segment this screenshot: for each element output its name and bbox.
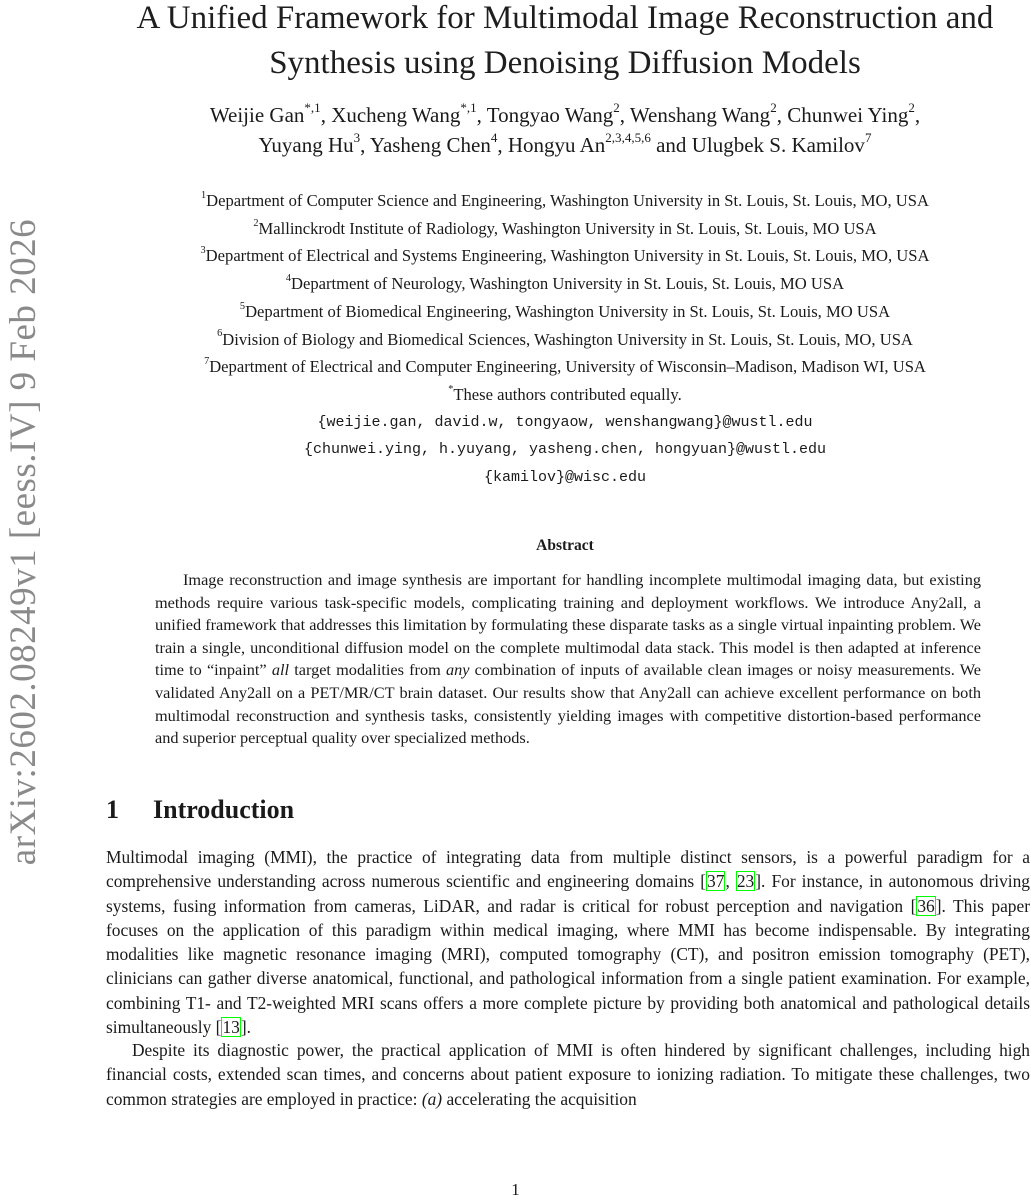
arxiv-identifier-stamp: arXiv:2602.08249v1 [eess.IV] 9 Feb 2026 — [3, 218, 44, 866]
affiliation: $^3$Department of Electrical and Systems Engineering, Washington University in St. Louis, St. Louis, MO, USA — [200, 245, 930, 266]
author: Xucheng Wang$^{*,1}$, — [331, 100, 487, 127]
section-title: Introduction — [153, 795, 295, 824]
author: Wenshang Wang$^2$, — [629, 100, 788, 127]
affiliation: $^4$Department of Neurology, Washington University in St. Louis, St. Louis, MO USA — [285, 273, 845, 294]
page-number: 1 — [511, 1180, 520, 1199]
author: Chunwei Ying$^2$, — [787, 100, 921, 127]
affiliation: $^7$Department of Electrical and Computer Engineering, University of Wisconsin–Madison, Madison WI, USA — [204, 356, 926, 377]
author-line-2 — [100, 130, 1030, 160]
title-line-2: Synthesis using Denoising Diffusion Models — [269, 45, 861, 81]
affiliation: $^6$Division of Biology and Biomedical Sciences, Washington University in St. Louis, St. Louis, MO, USA — [217, 328, 913, 349]
title-line-1: A Unified Framework for Multimodal Image Reconstruction and — [136, 0, 994, 36]
affiliation: $^2$Mallinckrodt Institute of Radiology, Washington University in St. Louis, St. Louis, MO USA — [253, 217, 877, 238]
affiliations — [100, 187, 1030, 492]
paper-title — [100, 0, 1030, 86]
citation-link-37[interactable]: 37 — [707, 871, 725, 892]
abstract-text: Image reconstruction and image synthesis are important for handling incomplete multimodal imaging data, but existing methods require various task-specific models, complicating training and deployment workflows. We introduce Any2all, a unified framework that addresses this limitation by formulating these disparate tasks as a single virtual inpainting problem. We train a single, unconditional diffusion model on the complete multimodal data stack. This model is then adapted at inference time to “inpaint” all target modalities from any combination of inputs of available clean images or noisy measurements. We validated Any2all on a PET/MR/CT brain dataset. Our results show that Any2all can achieve excellent performance on both multimodal reconstruction and synthesis tasks, consistently yielding images with competitive distortion-based performance and superior perceptual quality over specialized methods. — [155, 570, 982, 748]
section-heading-introduction — [106, 795, 294, 825]
email-line: {weijie.gan, david.w, tongyaow, wenshangwang}@wustl.edu — [317, 413, 813, 431]
author-list — [100, 100, 1030, 160]
author: Yasheng Chen$^4$, — [369, 130, 508, 157]
equal-contribution-note: *These authors contributed equally. — [448, 383, 682, 404]
author: Ulugbek S. Kamilov$^7$ — [691, 130, 872, 157]
affiliation: $^5$Department of Biomedical Engineering, Washington University in St. Louis, St. Louis, MO USA — [239, 300, 891, 321]
author: Tongyao Wang$^2$, — [486, 100, 630, 127]
intro-paragraph-1: Multimodal imaging (MMI), the practice of integrating data from multiple distinct sensors, is a powerful paradigm for a comprehensive understanding across numerous scientific and engineering domains [37, 23]. For instance, in autonomous driving systems, fusing information from cameras, LiDAR, and radar is critical for robust perception and navigation [36]. This paper focuses on the application of this paradigm within medical imaging, where MMI has become indispensable. By integrating modalities like magnetic resonance imaging (MRI), computed tomography (CT), and positron emission tomography (PET), clinicians can gather diverse anatomical, functional, and pathological information from a single patient examination. For example, combining T1- and T2-weighted MRI scans offers a more complete picture by providing both anatomical and pathological details simultaneously [13]. — [106, 847, 1030, 1038]
email-line: {chunwei.ying, h.yuyang, yasheng.chen, hongyuan}@wustl.edu — [303, 441, 827, 459]
author: Hongyu An$^{2,3,4,5,6}$ and — [507, 130, 692, 157]
author-line-1 — [100, 100, 1030, 130]
author: Weijie Gan$^{*,1}$, — [209, 100, 332, 127]
citation-link-23[interactable]: 23 — [736, 871, 755, 892]
section-number: 1 — [106, 795, 119, 824]
email-line: {kamilov}@wisc.edu — [483, 469, 647, 487]
affiliation: $^1$Department of Computer Science and Engineering, Washington University in St. Louis, St. Louis, MO, USA — [200, 189, 929, 210]
citation-link-36[interactable]: 36 — [917, 895, 935, 916]
author: Yuyang Hu$^3$, — [258, 130, 370, 157]
intro-paragraph-2: Despite its diagnostic power, the practical application of MMI is often hindered by significant challenges, including high financial costs, extended scan times, and concerns about patient exposure to ionizing radiation. To mitigate these challenges, two common strategies are employed in practice: (a) accelerating the acquisition — [106, 1040, 1030, 1109]
citation-link-13[interactable]: 13 — [222, 1017, 240, 1038]
abstract-heading: Abstract — [536, 537, 594, 554]
